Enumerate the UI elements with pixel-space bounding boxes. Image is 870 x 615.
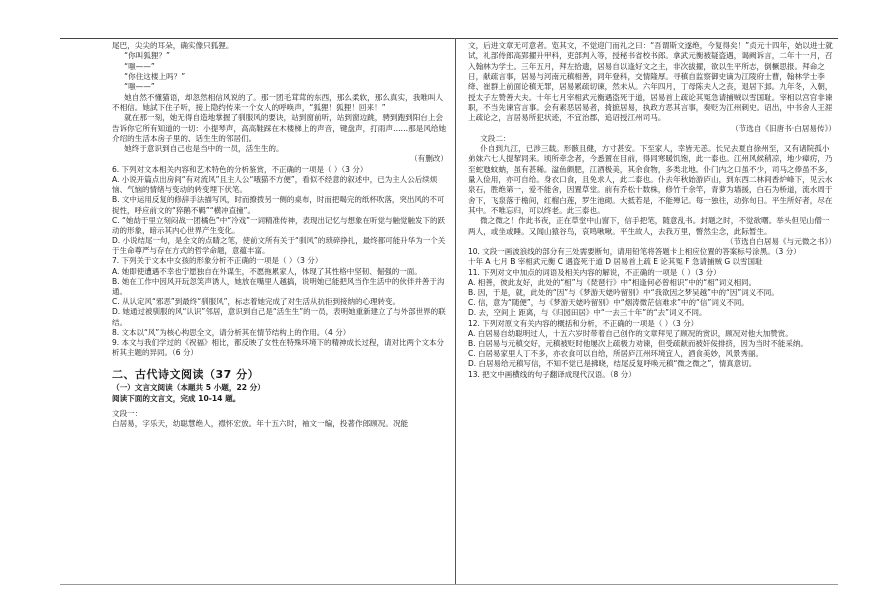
story-line: 就在那一刻，她无得自造地掌握了驯服风的要诀，站到窗前听，站到窗边跳，骋到跑到阳台上会告诉你它所有知道的一切：小提琴声，高高鞋踩在木楼梯上的声音，键盘声，打雨声……那是风给她介绍的生活本房子里的、话生生的邻居们。 [112,113,447,143]
question-11: 11. 下列对文中加点的词语及相关内容的解说，不正确的一项是（ ）（3 分） [468,267,721,277]
top-rule [60,38,838,39]
text1-label: 文段一： [112,408,143,418]
subsection-heading: （一）文言文阅读（本题共 5 小题，22 分） [112,383,265,393]
right-column [468,41,836,380]
option: B. 因，于是，就，此处的“因”与《梦游天姥吟留别》中“我欲因之梦吴越”中的“因”词义不同。 [468,288,779,297]
option: A. 白居易自幼聪明过人，十五六岁时带着自己创作的文章拜见了顾况的赏识，顾况对他大加赞赏。 [468,328,793,338]
text2-paragraph: 微之微之！作此书夜，正在草堂中山窗下，信手把笔，随意乱书。封题之时，不觉欲曙。举头但见山僧一两人，或坐或睡。又闻山猿谷鸟，哀鸣啾啾。平生故人，去我万里，瞥然尘念，此际暂生。 [468,216,830,236]
story-source: （有删改） [410,154,448,164]
story-line: “你叫狐狸？” [124,51,170,61]
story-line: 尾巴，尖尖的耳朵，确实像只狐狸。 [112,41,234,50]
left-column [112,41,448,430]
question-13: 13. 把文中画横线的句子翻译成现代汉语。（8 分） [468,369,636,379]
story-line: 她终于意识到自己也是当中的一员，活生生的。 [124,144,284,154]
text2-label: 文段二： [480,133,511,143]
story-line: “嗤——” [124,82,155,92]
text2-paragraph: 仆自到九江，已涉三载。形骸且健，方寸甚安。下至家人，幸皆无恙。长兄去夏自徐州至，又有诸院孤小弟妹六七人提挈同来。顷所牵念者，今悉置在目前，得同寒暖饥饱，此一泰也。江州风候稍凉，地少瘴疠，乃至蛇虺蚊蚋，虽有甚稀。湓鱼颇肥，江酒极美，其余食物，多类北地。仆门内之口虽不少，司马之俸虽不多，量入俭用，亦可自给。身衣口食，且免求人，此二泰也。仆去年秋始游庐山，到东西二林间香炉峰下，见云水泉石，胜绝第一，爱不能舍，因置草堂。前有乔松十数株，修竹千余竿，青萝为墙援，白石为桥道，流水周于舍下，飞泉落于檐间，红榴白莲，罗生池砌。大抵若是，不能殚记。每一独往，动弥旬日。平生所好者，尽在其中。不唯忘归，可以终老。此三泰也。 [468,144,833,215]
option: C. 信，意为“随便”，与《梦游天姥吟留别》中“烟涛微茫信难求”中的“信”词义不同。 [468,298,749,308]
story-line: “你住这楼上吗？” [124,71,186,81]
text1-source: （节选自《旧唐书·白居易传》） [731,123,836,133]
option: D. 白居易给元稹写信，不知不觉已是拂晓，结尾反复呼唤元稹“微之微之”，情真意切。 [468,359,757,369]
section-heading: 二、古代诗文阅读（37 分） [112,368,260,382]
option: D. 去，空间上 距离，与《归园田居》中“一去三十年”的“去”词义不同。 [468,308,707,318]
option: A. 小说开篇点出房间“有对流风”且主人公“哦猫不方便”，看似不经意的叙述中，已为主人公后续烦恼、气恼的情绪与变动的转变埋下伏笔。 [112,174,438,195]
story-line: “嗤——” [124,61,155,71]
text1-start: 白居易，字乐天，幼聪慧绝人，襟怀宏放。年十五六时，袖文一编，投著作郎顾况。况能 [112,419,409,429]
question-12: 12. 下列对原文有关内容的概括和分析，不正确的一项是（ ）（3 分） [468,318,699,328]
option: C. 从认定风“邪恶”到最终“驯服风”，标志着她完成了对生活从抗拒到接纳的心理转变。 [112,297,401,307]
option: B. 她在工作中因风开玩忽笑声诱人，她放在嘴里人越搞，说明她已能把风当作生活中的伙伴并善于沟通。 [112,276,445,296]
option: D. 小说结尾一句，是全文的点睛之笔，使前文所有关于“驯风”的琐碎挣扎，最终都可能升华为一个关于生命尊严与存在方式的哲学命题，意蕴丰富。 [112,236,446,256]
text1-continued: 文，后进文章无可意者。览其文，不觉迎门而礼之曰：“吾谓斯文遂绝，今复得矣！”贞元十四年，始以进士就试，礼部侍郎高郢擢升甲科，吏部判入等，授秘书省校书郎。拿武元衡被疑盗遇，谒阙诉言，二年十一月，召入翰林为学士。三年五月，拜左拾遗，居易自以逢好文之主，非次拔擢，欲以生平所志，倒橛思报。拜命之日，献疏言事，居易与河南元稹相善，同年登科，交情隆厚。寻稹自监察御史谪为江陵府士曹，翰林学士李绛、崔群上前面论稹无罪，居易累疏切谏，然未从。六年四月，丁母陈夫人之丧，退居下邽。九年冬，入朝，授太子左赞善大夫。十年七月宰相武元衡遇盗死于道，居易首上疏论其冤急请捕贼以雪国耻。宰相以宫官非谏职，不当先谏官言事。会有素恶居易者，掎摭居易，执政方恶其言事，奏贬为江州刺史。诏出，中书舍人王涯上疏论之，言居易所犯状迹，不宜治郡，追诏授江州司马。 [468,41,833,123]
question-8: 8. 文本以“风”为核心构思全文，请分析其在情节结构上的作用。（4 分） [112,327,351,337]
question-10: 10. 文段一画波浪线的部分有三处需要断句，请用铅笔将答题卡上相应位置的答案标号涂黑。（3 分） [468,247,801,257]
option: B. 文中运用反复的修辞手法描写风，时而撩拨另一侧的桌布，时而把喝完的纸杯吹落，突出风的不可捉性，呼应前文的“猝鹅不羁”“横冲直撞”。 [112,195,445,215]
story-line: 她自然不懂猫语，却忽然相信风说的了。那一团毛茸茸的东西，那么柔软，那么真实，我唯叫人不相信。她試下住子听，接上隐约传来一个女人的呼唤声，“狐狸！狐狸！回来！” [112,92,444,112]
option: B. 白居易与元稹交好，元稹被贬时他屡次上疏极力劝谏，但受疏献而被奸佞排挤，因为当时不能采纳。 [468,338,808,348]
text2-source: （节选自白居易《与元微之书》） [725,236,836,246]
question-9: 9. 本文与我们学过的《祝福》相比，都反映了女性在特殊环境下的精神成长过程，请对比两个文本分析其主题的异同。（6 分） [112,337,445,358]
option: C. “她劼于里立刻闷战一团橘色”中“冷戏”一词精准传神，表现出记忆与想象在听觉与触觉触发下的跃动的形象，暗示其内心世界产生变化。 [112,215,446,235]
question-7: 7. 下列关于文本中女孩的形象分析不正确的一项是（ ）（3 分） [112,256,323,266]
bottom-rule [60,584,838,585]
instruction: 阅读下面的文言文，完成 10-14 题。 [112,393,241,403]
question-10-line: 十年 A 七月 B 宰相武元衡 C 遇盗死于道 D 居易首上疏 E 论其冤 F 急请捕贼 G 以雪国耻 [468,257,763,267]
question-6: 6. 下列对文本相关内容和艺术特色的分析鉴赏，不正确的一项是（ ）（3 分） [112,164,368,174]
column-divider [455,38,456,584]
option: C. 白居易家里人丁不多，亦衣食可以自给，所居庐江州环境宜人，酒食美妙，风景秀丽。 [468,349,764,359]
option: D. 她通过被驯服的风“认识”邻居，意识到自己是“活生生”的一员，表明她重新建立了与外部世界的联结。 [112,307,446,327]
option: A. 她即使遭遇不幸也宁愿独自在外谋生，不愿拖累家人，体现了其性格中坚韧、倔强的一面。 [112,266,422,276]
option: A. 相善，彼此友好，此处的“相”与《琵琶行》中“相逢何必曾相识”中的“相”词义相同。 [468,277,757,287]
